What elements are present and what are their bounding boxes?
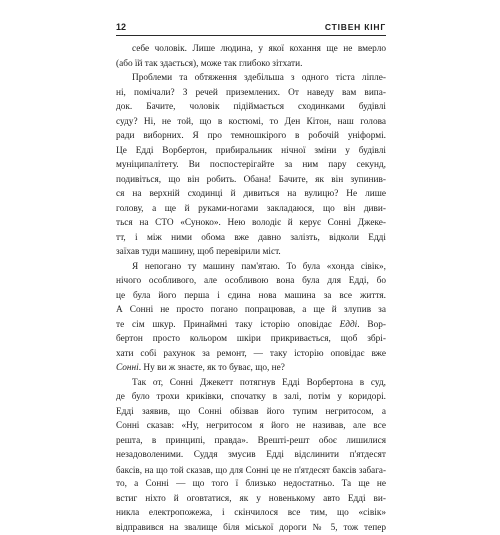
text-line: док. Бачите, чоловік підіймається сходинками будівлі (116, 100, 386, 115)
text-line: решта, в принципі, правда». Врешті-решт обоє лишилися (116, 434, 386, 449)
text-line: те сім шкур. Принаймні таку історію оповідає Едді. Вор- (116, 318, 386, 333)
book-page (116, 22, 386, 535)
text-line: ться на СТО «Суноко». Нею володіє й керує Сонні Джеке- (116, 216, 386, 231)
text-line: бертон просто кольором шкіри прикривається, щоб збрі- (116, 332, 386, 347)
text-line: нічого особливого, але особливою вона була для Едді, бо (116, 274, 386, 289)
text-line: відправився на звалище біля міської дороги № 5, тож тепер (116, 521, 386, 535)
text-line: тт, і між ними обома вже давно залізть, відколи Едді (116, 231, 386, 246)
page-number: 12 (116, 22, 126, 33)
text-line: Проблеми та обтяження здебільша з одного тіста ліпле- (116, 71, 386, 86)
text-line: муніципалітету. Ви поспостерігайте за ним пару секунд, (116, 158, 386, 173)
text-line: Сонні сказав: «Ну, негритосом я його не називав, але все (116, 419, 386, 434)
text-line: Едді заявив, що Сонні обізвав його тупим негритосом, а (116, 405, 386, 420)
text-line: це була його перша і єдина нова машина за все життя. (116, 289, 386, 304)
text-line: Сонні. Ну ви ж знаєте, як то буває, що, не? (116, 361, 386, 376)
text-line: незадоволеними. Суддя змусив Едді відслинити п'ятдесят (116, 448, 386, 463)
text-line: то, а Сонні — що того ї близько недостатньо. Та ще не (116, 477, 386, 492)
text-line: ні, помічали? З речей приземлених. От наведу вам випа- (116, 86, 386, 101)
running-header (116, 22, 386, 36)
author-name: СТІВЕН КІНГ (325, 22, 386, 33)
text-line: встиг ніхто й оговтатися, як у новенькому авто Едді ви- (116, 492, 386, 507)
text-line: хати собі рахунок за ремонт, — таку історію оповідає вже (116, 347, 386, 362)
text-line: подивіться, що він робить. Обана! Бачите, як він зупинив- (116, 173, 386, 188)
text-line: баксів, на що той сказав, що для Сонні це не п'ятдесят баксів забага- (116, 463, 386, 478)
text-line: А Сонні не просто погано попрацював, а ще й злупив за (116, 303, 386, 318)
text-line: заїхав туди машину, щоб перевірили міст. (116, 245, 386, 260)
text-line: де було трохи криківки, спочатку в залі, потім у коридорі. (116, 390, 386, 405)
text-line: суду? Ні, не той, що в костюмі, то Ден Кітон, наш голова (116, 115, 386, 130)
text-line: ради виборних. Я про темношкірого в робочій уніформі. (116, 129, 386, 144)
text-line: себе чоловік. Лише людина, у якої кохання ще не вмерло (116, 42, 386, 57)
text-line: Я непогано ту машину пам'ятаю. То була «хонда сівік», (116, 260, 386, 275)
text-line: никла електропожежа, і скінчилося все тим, що «сівік» (116, 506, 386, 521)
text-line: голову, а ще й руками-ногами закладаюся, що він диви- (116, 202, 386, 217)
body-text (116, 42, 386, 535)
text-line: Так от, Сонні Джекетт потягнув Едді Ворбертона в суд, (116, 376, 386, 391)
text-line: Це Едді Ворбертон, прибиральник нічної зміни у будівлі (116, 144, 386, 159)
text-line: ся на верхній сходинці й дивиться на вулицю? Не лише (116, 187, 386, 202)
text-line: (або їй так здається), може так глибоко зітхати. (116, 57, 386, 72)
